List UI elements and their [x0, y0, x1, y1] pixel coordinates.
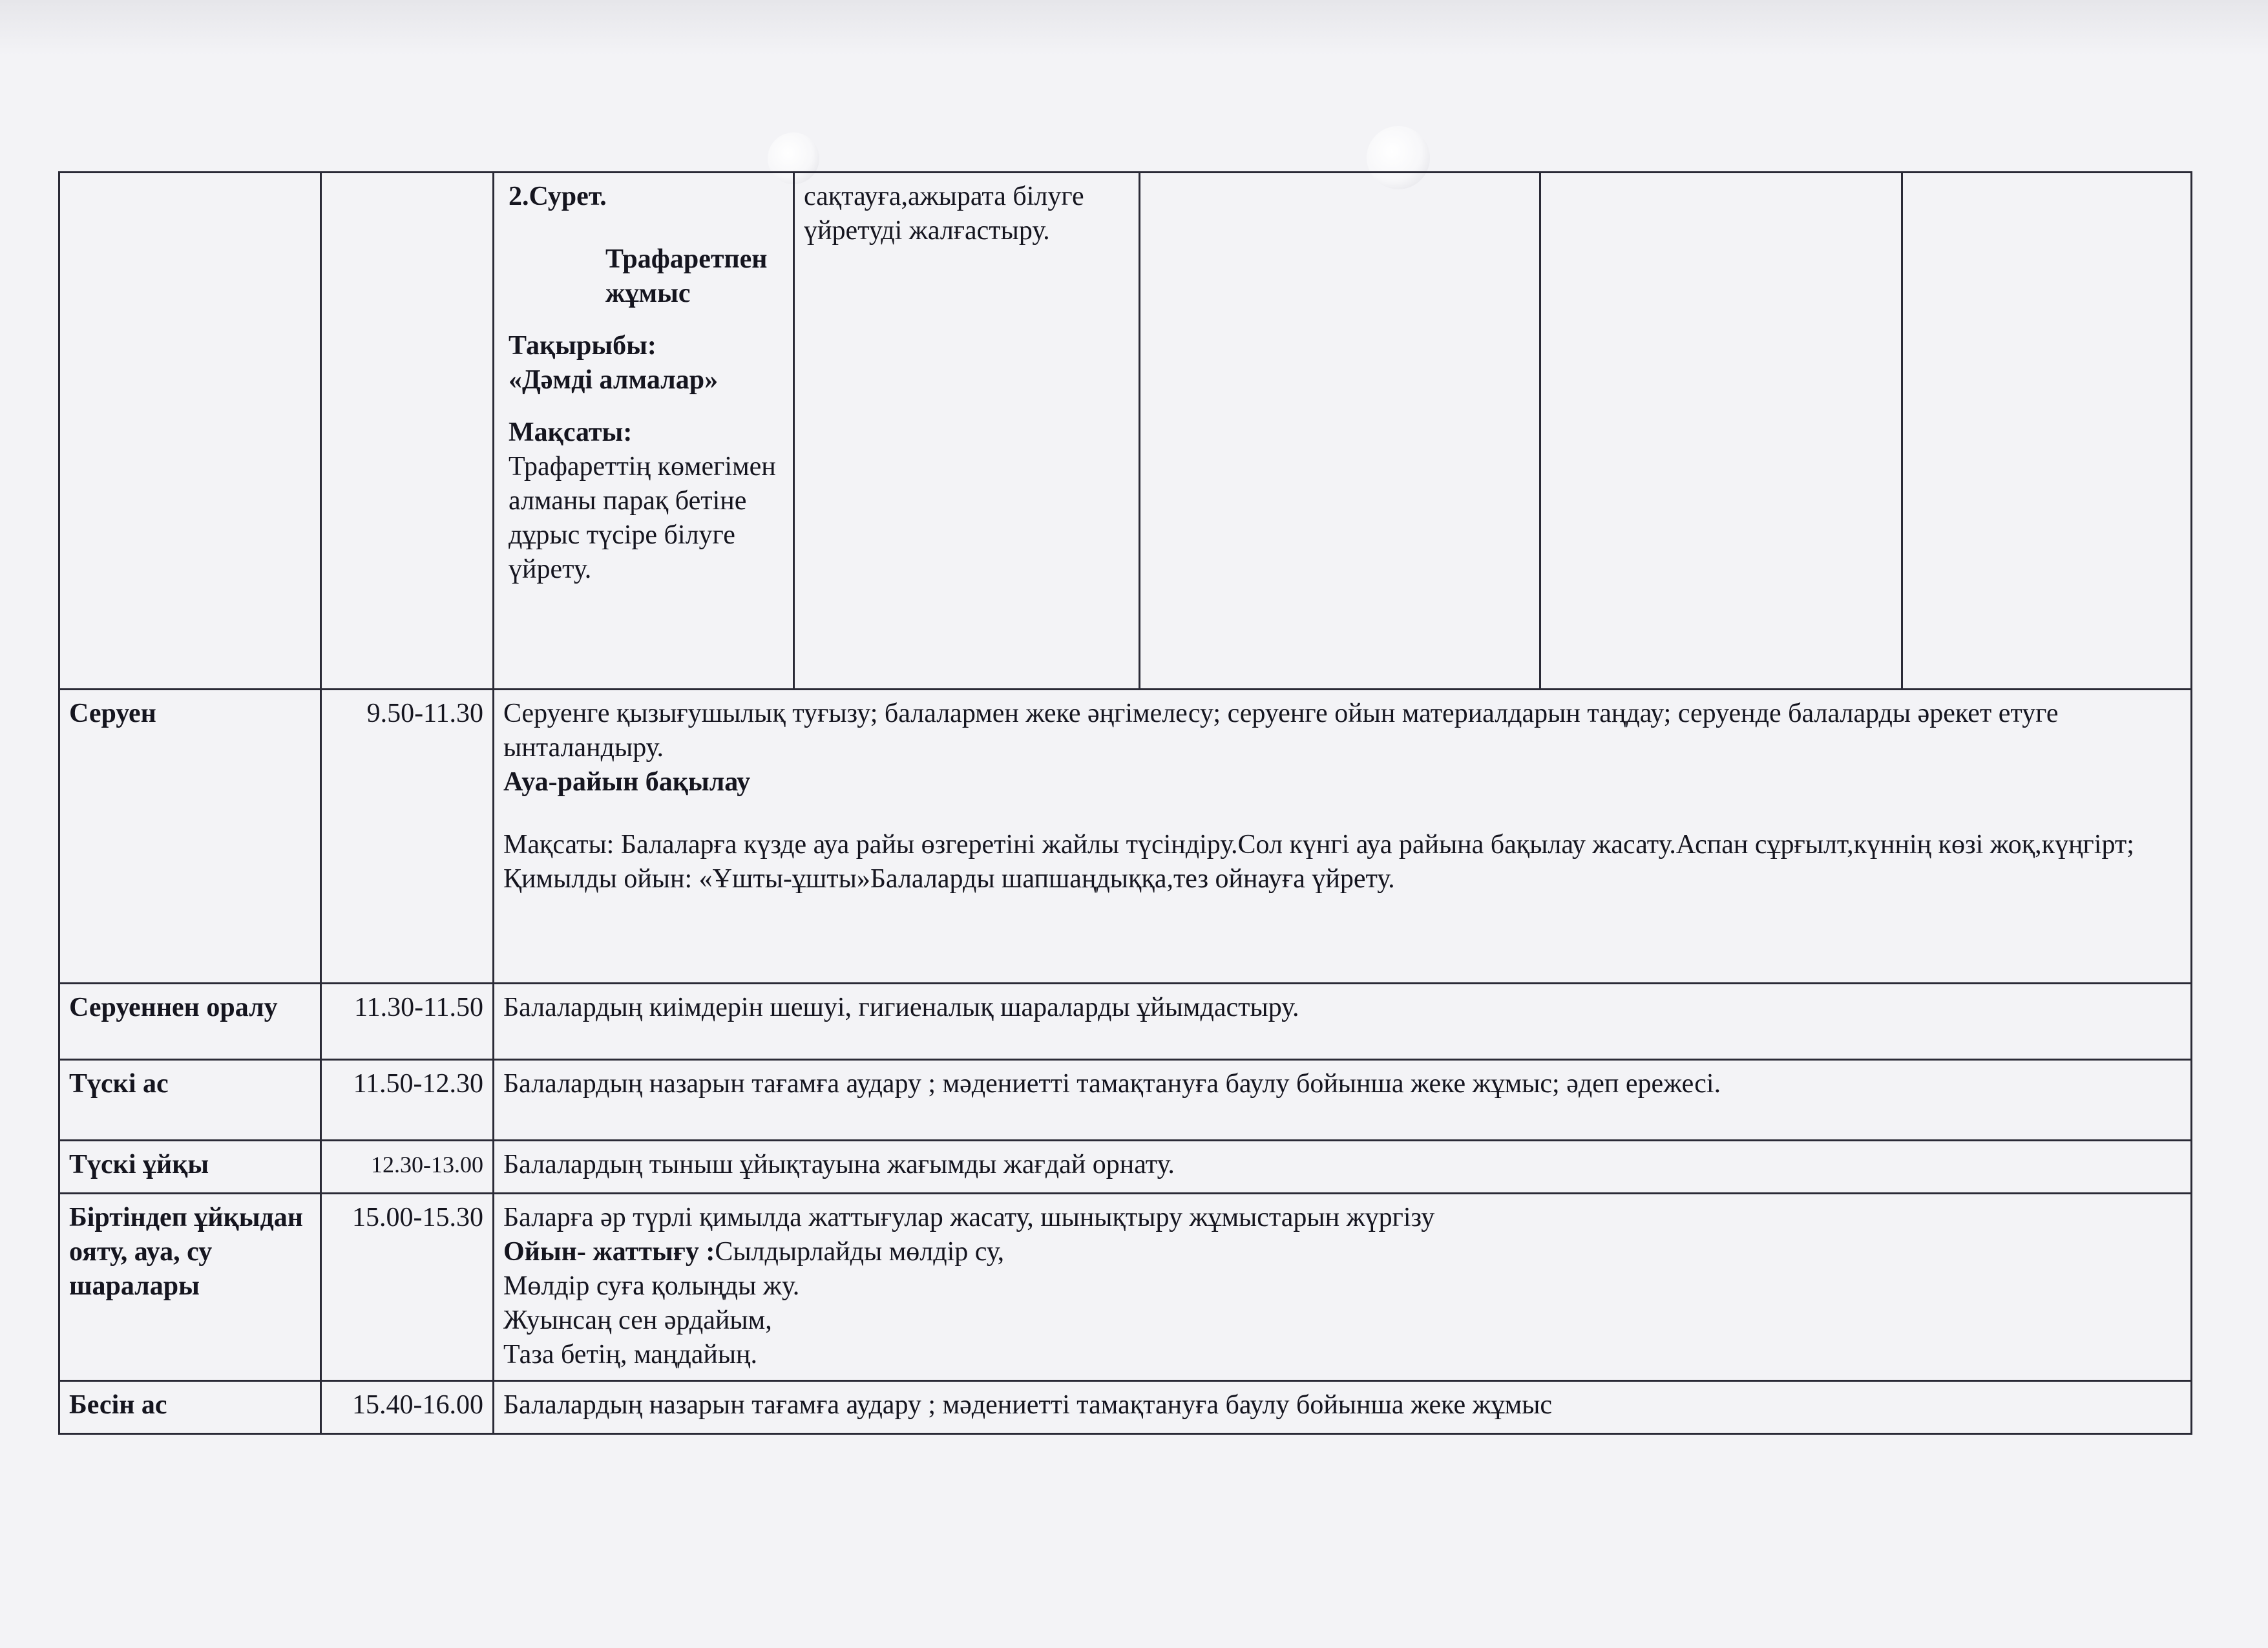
daily-schedule-table	[58, 171, 2192, 1435]
row-time: 12.30-13.00	[321, 1141, 494, 1194]
activity-title: 2.Сурет.	[509, 182, 607, 211]
row-label: Біртіндеп ұйқыдан ояту, ауа, су шаралары	[59, 1194, 321, 1381]
table-row	[59, 1381, 2192, 1434]
row-content	[494, 1194, 2192, 1381]
table-row	[59, 1194, 2192, 1381]
verse-line: Жуынсаң сен әрдайым,	[503, 1305, 772, 1335]
wake-game-label: Ойын- жаттығу :	[503, 1237, 715, 1267]
row-label: Бесін ас	[59, 1381, 321, 1434]
row-time: 15.40-16.00	[321, 1381, 494, 1434]
row-label: Түскі ас	[59, 1060, 321, 1141]
continuation-cell	[794, 173, 1140, 690]
topic-label: Тақырыбы:	[509, 331, 656, 361]
table-row	[59, 173, 2192, 690]
row-content: Балалардың назарын тағамға аудару ; мәдениетті тамақтануға баулу бойынша жеке жұмыс; әдеп ережесі.	[494, 1060, 2192, 1141]
row-content: Балалардың тыныш ұйықтауына жағымды жағдай орнату.	[494, 1141, 2192, 1194]
empty-cell	[59, 173, 321, 690]
table-row	[59, 1141, 2192, 1194]
walk-heading: Ауа-райын бақылау	[503, 767, 751, 797]
row-label: Түскі ұйқы	[59, 1141, 321, 1194]
empty-cell	[1140, 173, 1540, 690]
wake-game-line	[503, 1235, 2181, 1269]
topic-value: «Дәмді алмалар»	[509, 365, 719, 395]
row-content: Балалардың назарын тағамға аудару ; мәдениетті тамақтануға баулу бойынша жеке жұмыс	[494, 1381, 2192, 1434]
verse-line: Сылдырлайды мөлдір су,	[715, 1237, 1005, 1267]
verse-line: Таза бетің, маңдайың.	[503, 1340, 758, 1369]
activity-cell	[494, 173, 794, 690]
empty-cell	[321, 173, 494, 690]
walk-goal: Мақсаты: Балаларға күзде ауа райы өзгеретіні жайлы түсіндіру.Сол күнгі ауа райына бақылау жасату.Аспан сұрғылт,күннің көзі жоқ,күңгірт;	[503, 830, 2134, 860]
goal-text: Трафареттің көмегімен алманы парақ бетіне дұрыс түсіре білуге үйрету.	[509, 452, 776, 584]
table-row	[59, 690, 2192, 984]
table-row	[59, 1060, 2192, 1141]
row-time: 11.30-11.50	[321, 984, 494, 1060]
row-time: 11.50-12.30	[321, 1060, 494, 1141]
row-label: Серуен	[59, 690, 321, 984]
scan-top-shadow	[0, 0, 2268, 55]
table-row	[59, 984, 2192, 1060]
row-time: 15.00-15.30	[321, 1194, 494, 1381]
goal-label: Мақсаты:	[509, 417, 633, 447]
row-content: Балалардың киімдерін шешуі, гигиеналық шараларды ұйымдастыру.	[494, 984, 2192, 1060]
walk-intro: Серуенге қызығушылық туғызу; балалармен жеке әңгімелесу; серуенге ойын материалдарын таңдау; серуенде балаларды әрекет етуге ынталандыру.	[503, 699, 2059, 763]
wake-intro: Баларға әр түрлі қимылда жаттығулар жасату, шынықтыру жұмыстарын жүргізу	[503, 1203, 1435, 1232]
activity-subtitle: Трафаретпен жұмыс	[605, 244, 768, 308]
continuation-text: сақтауға,ажырата білуге үйретуді жалғастыру.	[804, 182, 1084, 246]
row-label: Серуеннен оралу	[59, 984, 321, 1060]
row-content	[494, 690, 2192, 984]
empty-cell	[1540, 173, 1902, 690]
empty-cell	[1902, 173, 2192, 690]
row-time: 9.50-11.30	[321, 690, 494, 984]
walk-game: Қимылды ойын: «Ұшты-ұшты»Балаларды шапшаңдыққа,тез ойнауға үйрету.	[503, 864, 1395, 894]
verse-line: Мөлдір суға қолыңды жу.	[503, 1271, 800, 1301]
